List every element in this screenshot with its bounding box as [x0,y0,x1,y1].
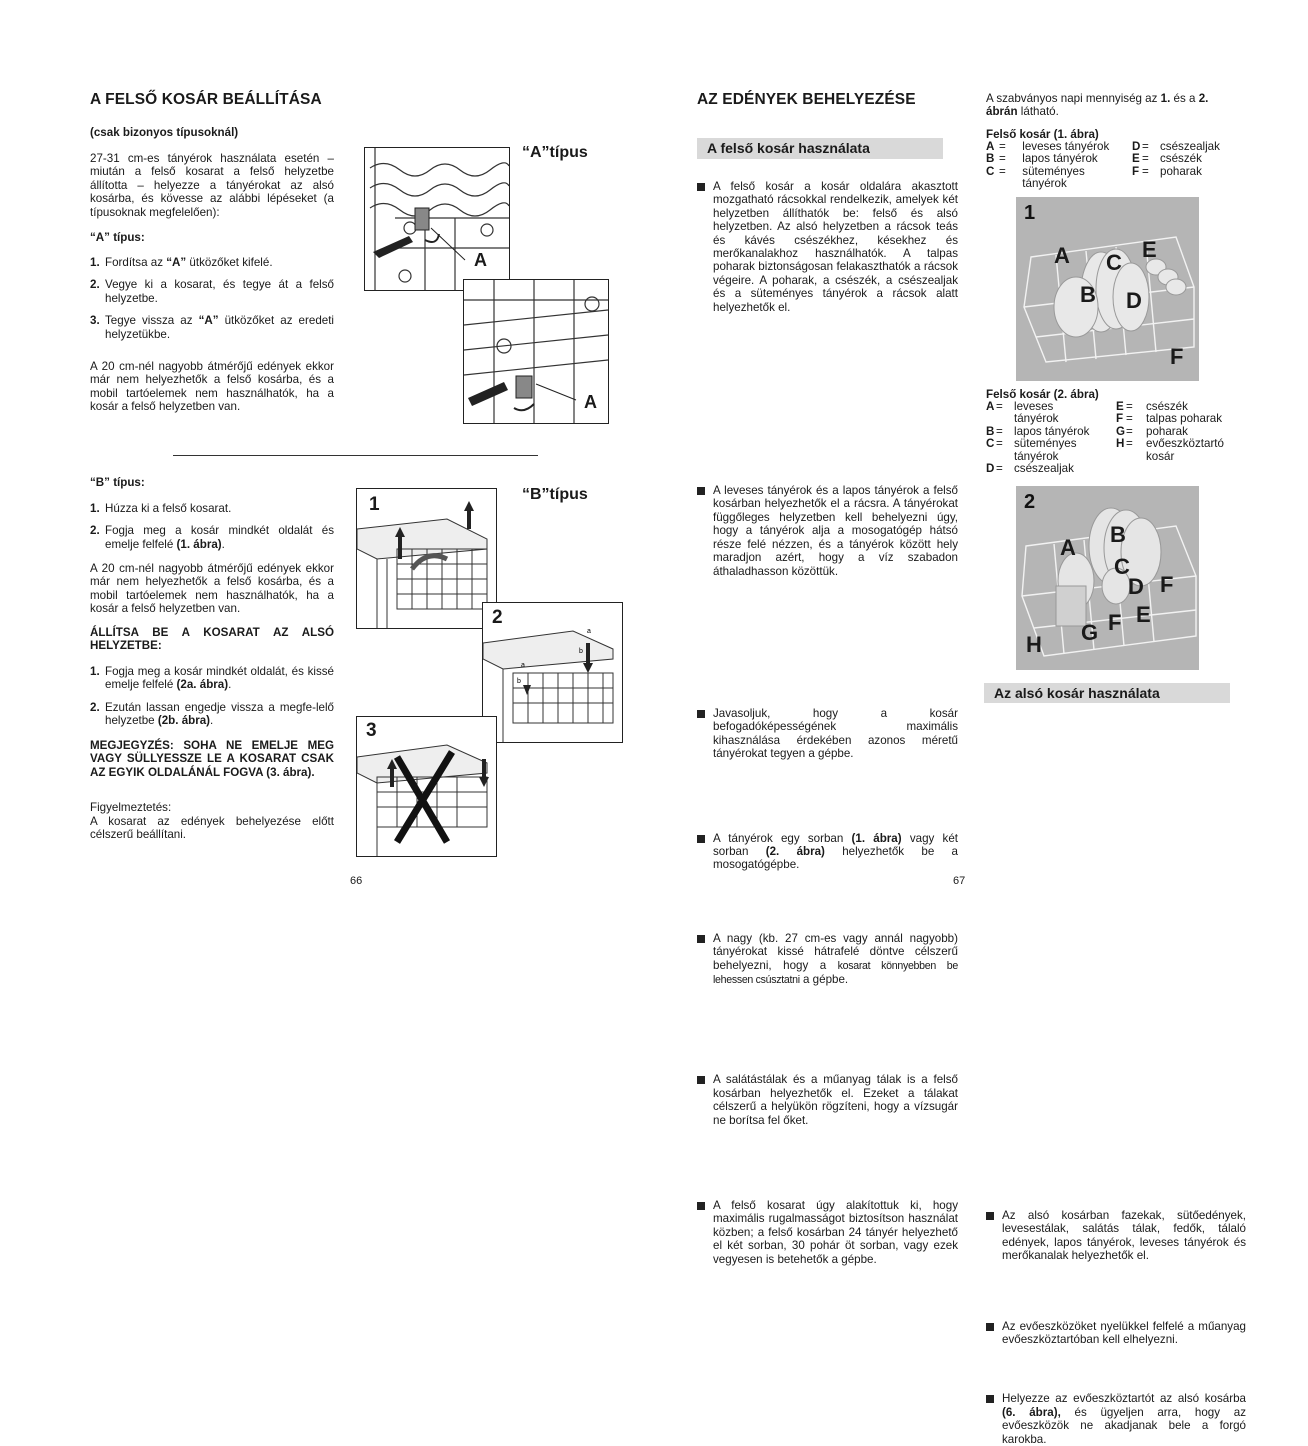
b-figure-1-number: 1 [369,494,380,515]
photo-1-label-b: B [1080,282,1096,307]
middle-bullet-5: A nagy (kb. 27 cm-es vagy annál nagyobb) tányérokat kissé hátrafelé döntve célszerű behelyezni, hogy a kosarat könnyebben be lehessen csúsztatni a gépbe. [697,932,958,988]
photo-2-label-c: C [1114,554,1130,579]
standard-load-intro: A szabványos napi mennyiség az 1. és a 2. ábrán látható. [986,92,1209,119]
photo-1-label-f: F [1170,344,1184,369]
photo-2-label-e: E [1136,602,1151,627]
left-intro: 27-31 cm-es tányérok használata esetén – miután a felső kosarat a felső helyzetbe állította – helyezze a tányérokat az alsó kosárba, és kövesse az alábbi lépéseket (a típusoknak megfelelően): [90,152,334,219]
lower-position-steps [90,665,334,737]
svg-text:b: b [517,678,521,685]
photo-2-label-b: B [1110,522,1126,547]
middle-bullet-3: Javasoljuk, hogy a kosár befogadóképességének maximális kihasználása érdekében azonos méretű tányérokat tegyen a gépbe. [697,707,958,761]
photo-2-label-f: F [1160,572,1174,597]
warning-note: MEGJEGYZÉS: SOHA NE EMELJE MEG VAGY SÜLLYESSZE LE A KOSARAT CSAK AZ EGYIK OLDALÁNÁL FOGVA (3. ábra). [90,739,334,779]
caution-text: A kosarat az edények behelyezése előtt célszerű beállítani. [90,815,334,842]
lower-position-heading: ÁLLÍTSA BE A KOSARAT AZ ALSÓ HELYZETBE: [90,626,334,653]
photo-1-label-a: A [1054,243,1070,268]
lower-basket-illustration [483,603,622,742]
b-type-note: A 20 cm-nél nagyobb átmérőjű edények ekkor már nem helyezhetők a felső kosárba, és a mobil tartóelemek nem használhatók, ha a kosár a felső helyzetben van. [90,562,334,616]
b-figure-3-number: 3 [366,720,377,741]
a-step-3: 3. Tegye vissza az “A” ütközőket az eredeti helyzetükbe. [90,314,335,341]
lower-step-2: 2. Ezután lassan engedje vissza a megfe-lelő helyzetbe (2b. ábra). [90,700,334,728]
b-step-1: 1. Húzza ki a felső kosarat. [90,502,232,515]
photo-1-label-c: C [1106,250,1122,275]
middle-bullet-6: A salátástálak és a műanyag tálak is a felső kosárban helyezhetők el. Ezeket a tálakat célszerű a helyükön rögzíteni, hogy a vízsugár ne borítsa fel őket. [697,1073,958,1127]
b-type-label: “B”típus [522,486,588,503]
bullet-square-icon [986,1212,994,1220]
wrong-lift-illustration [357,717,496,856]
right-bullet-1: Az alsó kosárban fazekak, sütőedények, levesestálak, salátás tálak, fedők, tálaló edények, lapos tányérok, leveses tányérok és merőkanalak helyezhetők el. [986,1209,1246,1263]
bullet-square-icon [986,1323,994,1331]
right-bullet-2: Az evőeszközöket nyelükkel felfelé a műanyag evőeszköztartóban kell elhelyezni. [986,1320,1246,1347]
b-type-figure-3 [356,716,497,857]
a-type-figure-bottom-letter: A [584,392,597,412]
photo-1-label-e: E [1142,237,1157,262]
photo-2-number: 2 [1024,491,1036,513]
photo-2-label-g: G [1081,620,1099,645]
photo-2-label-h: H [1026,632,1042,657]
right-bullet-3: Helyezze az evőeszköztartót az alsó kosárba (6. ábra), és ügyeljen arra, hogy az evőeszközök ne akadjanak bele a forgó karokba. [986,1392,1246,1446]
lower-step-1: 1. Fogja meg a kosár mindkét oldalát, és kissé emelje felfelé (2a. ábra). [90,665,334,692]
upper-basket-bar: A felső kosár használata [697,138,943,159]
legend-1-right: D = csészealjak E = csészék F = poharak [1132,140,1220,178]
photo-2-label-f2: F [1108,610,1122,635]
a-type-figure-top [364,147,510,291]
svg-text:a: a [521,662,525,669]
basket-rack-illustration [365,148,509,290]
photo-2-label-d: D [1128,574,1144,599]
a-step-1: 1. Fordítsa az “A” ütközőket kifelé. [90,256,273,269]
page-number-left: 66 [350,875,363,887]
b-step-2: 2. Fogja meg a kosár mindkét oldalát és emelje felfelé (1. ábra). [90,524,334,551]
bullet-square-icon [697,935,705,943]
loading-title: AZ EDÉNYEK BEHELYEZÉSE [697,91,916,108]
a-step-2: 2. Vegye ki a kosarat, és tegye át a felső helyzetbe. [90,278,334,305]
bullet-square-icon [697,1202,705,1210]
upper-basket-photo-2 [1016,486,1199,670]
middle-bullet-2: A leveses tányérok és a lapos tányérok a felső kosárban helyezhetők el a rácsra. A tányérokat függőleges helyzetben kell behelyezni úgy, hogy a tányérok alja a mosogatógép hátsó része felé nézzen, és a tányérok között hely maradjon azért, hogy a víz szabadon áthaladhasson közöttük. [697,484,958,578]
bullet-square-icon [697,1076,705,1084]
legend-1-left: A = leveses tányérok B = lapos tányérok C = süteményes tányérok [986,140,1110,191]
b-type-heading: “B” típus: [90,476,145,489]
photo-1-number: 1 [1024,202,1036,224]
legend-1-title: Felső kosár (1. ábra) [986,128,1099,141]
page-number-right: 67 [953,875,966,887]
lower-basket-bar: Az alsó kosár használata [984,683,1230,703]
a-type-label: “A”típus [522,144,588,161]
middle-bullet-1: A felső kosár a kosár oldalára akasztott mozgatható rácsokkal rendelkezik, amelyek két helyzetben állíthatók be: felső és alsó helyzetben. Az alsó helyzetben a rácsok teás és kávés csészékhez, késekhez és merőkanalakhoz használhatók. A talpas poharak biztonságosan felakaszthatók a rácsok végeire. A poharak, a csészék, a csészealjak és a süteményes tányérok a rácsok alatt helyezhetők el. [697,180,958,314]
a-type-steps [90,256,334,350]
photo-2-label-a: A [1060,535,1076,560]
b-type-figure-2 [482,602,623,743]
a-type-heading: “A” típus: [90,231,145,244]
b-type-steps [90,502,334,560]
bullet-square-icon [697,835,705,843]
upper-basket-photo-1 [1016,197,1199,381]
left-page-title: A FELSŐ KOSÁR BEÁLLÍTÁSA [90,91,322,108]
bullet-square-icon [697,183,705,191]
a-type-note: A 20 cm-nél nagyobb átmérőjű edények ekkor már nem helyezhetők a felső kosárba, és a mobil tartóelemek nem használhatók, ha a kosár a felső helyzetben van. [90,360,334,414]
bullet-square-icon [697,710,705,718]
section-divider [173,455,538,456]
middle-bullet-4: A tányérok egy sorban (1. ábra) vagy két sorban (2. ábra) helyezhetők be a mosogatógépbe. [697,832,958,872]
photo-1-label-d: D [1126,288,1142,313]
svg-text:b: b [579,648,583,655]
svg-text:a: a [587,628,591,635]
legend-2-left: A = leveses tányérok B = lapos tányérok C = süteményes tányérok D = csészealjak [986,400,1090,476]
b-figure-2-number: 2 [492,607,503,628]
legend-2-right: E = csészék F = talpas poharak G = poharak H = evőeszköztartó kosár [1116,400,1224,463]
caution-title: Figyelmeztetés: [90,801,172,814]
bullet-square-icon [986,1395,994,1403]
legend-2-title: Felső kosár (2. ábra) [986,388,1099,401]
bullet-square-icon [697,487,705,495]
left-subtitle: (csak bizonyos típusoknál) [90,126,239,139]
middle-bullet-7: A felső kosarat úgy alakítottuk ki, hogy maximális rugalmasságot biztosítson használat közben; a felső kosárban 24 tányér helyezhető el két sorban, 30 pohár öt sorban, vagy ezek vegyesen is betehetők a gépbe. [697,1199,958,1266]
a-type-figure-top-letter: A [474,250,487,270]
